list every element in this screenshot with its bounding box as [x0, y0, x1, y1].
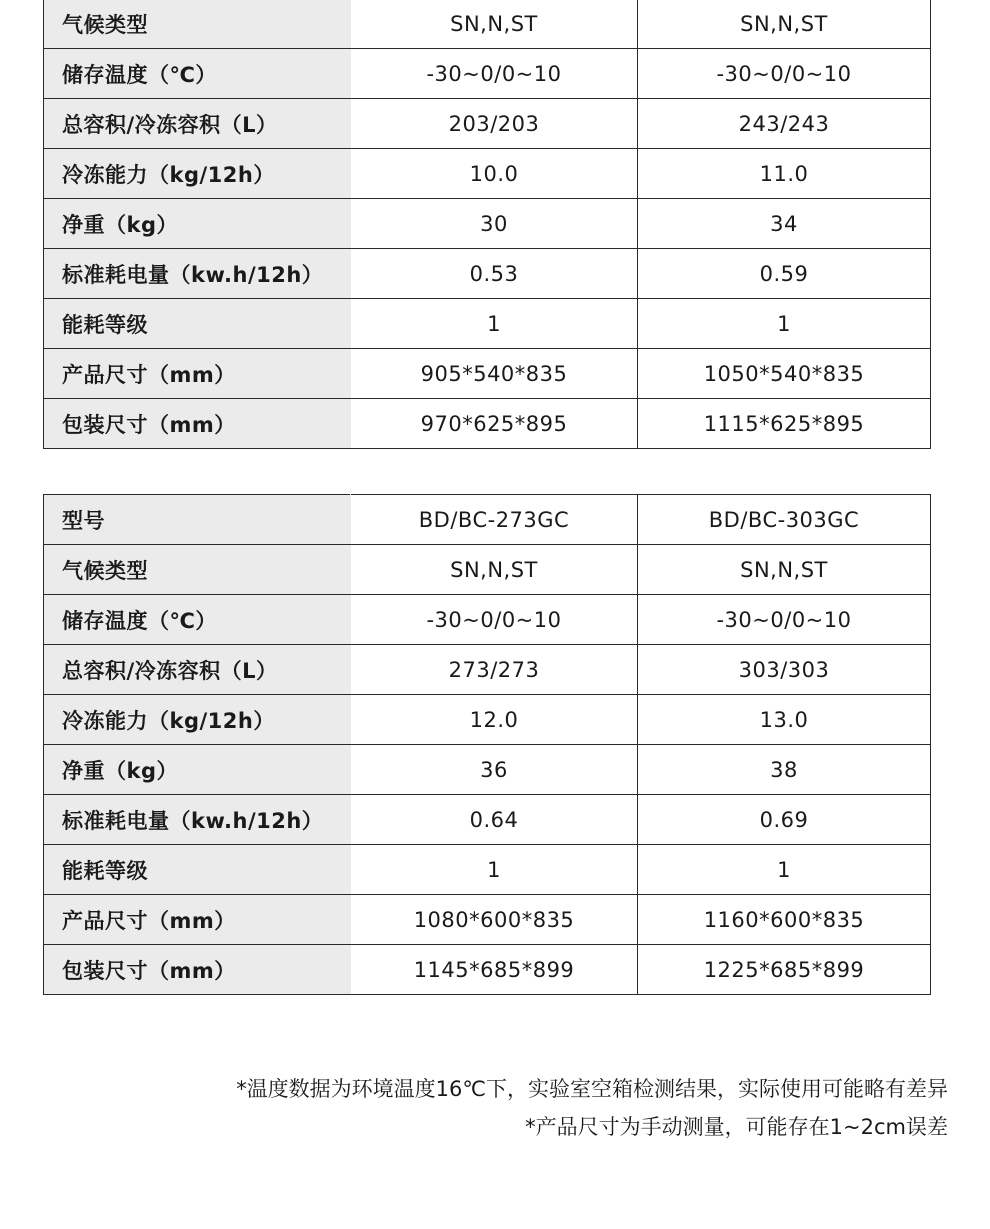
- spec-row: [44, 199, 931, 249]
- footnotes: [236, 1070, 948, 1146]
- spec-row: [44, 895, 931, 945]
- spec-value-model-2: 38: [638, 745, 931, 795]
- spec-row: [44, 49, 931, 99]
- spec-row: [44, 0, 931, 49]
- spec-value-model-1: 1080*600*835: [351, 895, 638, 945]
- spec-label-cell: 总容积/冷冻容积（L）: [44, 645, 351, 695]
- spec-row: [44, 945, 931, 995]
- spec-row: [44, 795, 931, 845]
- spec-row: [44, 595, 931, 645]
- spec-label-cell: 能耗等级: [44, 845, 351, 895]
- spec-value-model-1: 273/273: [351, 645, 638, 695]
- spec-label-cell: 气候类型: [44, 545, 351, 595]
- spec-label-cell: 能耗等级: [44, 299, 351, 349]
- spec-value-model-2: 303/303: [638, 645, 931, 695]
- spec-value-model-1: 905*540*835: [351, 349, 638, 399]
- spec-row: [44, 545, 931, 595]
- spec-label-cell: 总容积/冷冻容积（L）: [44, 99, 351, 149]
- spec-value-model-1: 1: [351, 845, 638, 895]
- spec-value-model-2: 1225*685*899: [638, 945, 931, 995]
- spec-row: [44, 349, 931, 399]
- spec-value-model-2: SN,N,ST: [638, 0, 931, 49]
- spec-value-model-2: 0.59: [638, 249, 931, 299]
- spec-value-model-1: BD/BC-273GC: [351, 495, 638, 545]
- spec-value-model-2: 1: [638, 299, 931, 349]
- spec-value-model-2: 34: [638, 199, 931, 249]
- spec-table-2-body: [44, 495, 931, 995]
- spec-value-model-1: 12.0: [351, 695, 638, 745]
- spec-value-model-1: SN,N,ST: [351, 0, 638, 49]
- spec-value-model-1: 1: [351, 299, 638, 349]
- spec-value-model-2: 13.0: [638, 695, 931, 745]
- spec-label-cell: 冷冻能力（kg/12h）: [44, 149, 351, 199]
- spec-value-model-1: 36: [351, 745, 638, 795]
- spec-value-model-1: 1145*685*899: [351, 945, 638, 995]
- spec-row: [44, 645, 931, 695]
- spec-label-cell: 储存温度（℃）: [44, 49, 351, 99]
- footnote-temperature: *温度数据为环境温度16℃下，实验室空箱检测结果，实际使用可能略有差异: [236, 1077, 948, 1101]
- spec-row: [44, 745, 931, 795]
- spec-table-1: [43, 0, 931, 449]
- spec-label-cell: 包装尺寸（mm）: [44, 945, 351, 995]
- spec-value-model-2: -30~0/0~10: [638, 49, 931, 99]
- spec-label-cell: 气候类型: [44, 0, 351, 49]
- spec-table-2: [43, 494, 931, 995]
- spec-label-cell: 产品尺寸（mm）: [44, 349, 351, 399]
- spec-row: [44, 149, 931, 199]
- spec-value-model-2: 1115*625*895: [638, 399, 931, 449]
- spec-row: [44, 399, 931, 449]
- spec-row: [44, 249, 931, 299]
- spec-value-model-2: -30~0/0~10: [638, 595, 931, 645]
- spec-label-cell: 冷冻能力（kg/12h）: [44, 695, 351, 745]
- spec-value-model-2: 1: [638, 845, 931, 895]
- spec-label-cell: 储存温度（℃）: [44, 595, 351, 645]
- spec-value-model-1: 203/203: [351, 99, 638, 149]
- spec-label-cell: 标准耗电量（kw.h/12h）: [44, 795, 351, 845]
- spec-value-model-1: SN,N,ST: [351, 545, 638, 595]
- spec-row: [44, 299, 931, 349]
- spec-value-model-1: -30~0/0~10: [351, 595, 638, 645]
- spec-value-model-2: SN,N,ST: [638, 545, 931, 595]
- spec-value-model-1: -30~0/0~10: [351, 49, 638, 99]
- footnote-dimensions: *产品尺寸为手动测量，可能存在1~2cm误差: [525, 1115, 948, 1139]
- spec-label-cell: 型号: [44, 495, 351, 545]
- spec-value-model-2: 1050*540*835: [638, 349, 931, 399]
- spec-label-cell: 标准耗电量（kw.h/12h）: [44, 249, 351, 299]
- spec-label-cell: 产品尺寸（mm）: [44, 895, 351, 945]
- spec-value-model-1: 10.0: [351, 149, 638, 199]
- spec-label-cell: 包装尺寸（mm）: [44, 399, 351, 449]
- spec-label-cell: 净重（kg）: [44, 745, 351, 795]
- spec-value-model-2: 1160*600*835: [638, 895, 931, 945]
- spec-row: [44, 99, 931, 149]
- spec-value-model-1: 30: [351, 199, 638, 249]
- spec-value-model-2: 243/243: [638, 99, 931, 149]
- spec-label-cell: 净重（kg）: [44, 199, 351, 249]
- spec-value-model-1: 0.53: [351, 249, 638, 299]
- spec-value-model-2: 11.0: [638, 149, 931, 199]
- spec-value-model-1: 0.64: [351, 795, 638, 845]
- spec-value-model-2: 0.69: [638, 795, 931, 845]
- spec-row: [44, 845, 931, 895]
- spec-value-model-2: BD/BC-303GC: [638, 495, 931, 545]
- spec-row: [44, 695, 931, 745]
- spec-value-model-1: 970*625*895: [351, 399, 638, 449]
- spec-table-1-body: [44, 0, 931, 449]
- spec-row: [44, 495, 931, 545]
